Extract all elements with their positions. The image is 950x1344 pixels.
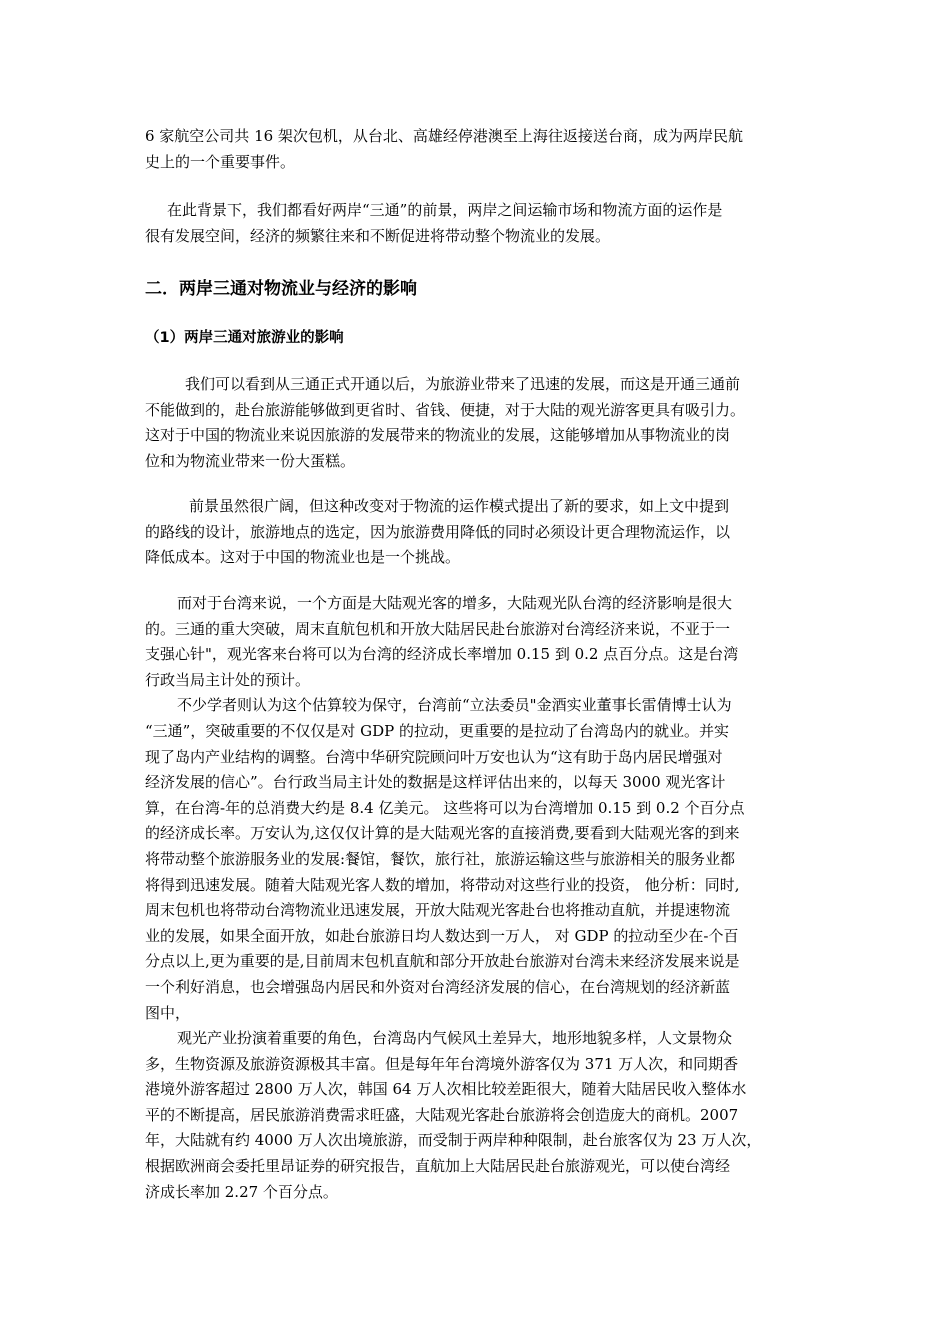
text-line: “三通”，突破重要的不仅仅是对 GDP 的拉动，更重要的是拉动了台湾岛内的就业。并实 [145, 721, 729, 740]
text-line: 港境外游客超过 2800 万人次，韩国 64 万人次相比较差距很大，随着大陆居民收入整体水 [145, 1080, 747, 1099]
text-line: 济成长率加 2.27 个百分点。 [145, 1182, 338, 1201]
paragraph-charter-flights [145, 124, 815, 175]
text-line: 算，在台湾-年的总消费大约是 8.4 亿美元。 这些将可以为台湾增加 0.15 到 0.2 个百分点 [145, 798, 745, 817]
paragraph-challenge [145, 494, 815, 571]
text-line: 将带动整个旅游服务业的发展:餐馆，餐饮，旅行社，旅游运输这些与旅游相关的服务业都 [145, 849, 736, 868]
text-line: 而对于台湾来说，一个方面是大陆观光客的增多，大陆观光队台湾的经济影响是很大 [177, 594, 733, 612]
text-line: 支强心针"，观光客来台将可以为台湾的经济成长率增加 0.15 到 0.2 点百分点。这是台湾 [145, 645, 739, 664]
text-line: 观光产业扮演着重要的角色，台湾岛内气候风土差异大，地形地貌多样，人文景物众 [177, 1029, 733, 1048]
text-line: 在此背景下，我们都看好两岸“三通”的前景，两岸之间运输市场和物流方面的运作是 [167, 201, 723, 219]
text-line: 不少学者则认为这个估算较为保守，台湾前“立法委员"金酒实业董事长雷倩博士认为 [177, 696, 732, 715]
text-line: 史上的一个重要事件。 [145, 152, 296, 171]
text-line: 6 家航空公司共 16 架次包机，从台北、高雄经停港澳至上海往返接送台商，成为两岸民航 [145, 127, 743, 145]
text-line: 年，大陆就有约 4000 万人次出境旅游，而受制于两岸种种限制，赴台旅客仅为 23 万人次， [145, 1131, 762, 1150]
text-line: 的路线的设计，旅游地点的选定，因为旅游费用降低的同时必须设计更合理物流运作，以 [145, 522, 731, 541]
text-line: 这对于中国的物流业来说因旅游的发展带来的物流业的发展，这能够增加从事物流业的岗 [145, 426, 731, 445]
text-line: 位和为物流业带来一份大蛋糕。 [145, 451, 356, 470]
text-line: 分点以上,更为重要的是,目前周末包机直航和部分开放赴台旅游对台湾未来经济发展来说是 [145, 952, 740, 971]
subsection-heading: （1）两岸三通对旅游业的影响 [145, 330, 344, 346]
text-line: 很有发展空间，经济的频繁往来和不断促进将带动整个物流业的发展。 [145, 226, 611, 245]
text-line: 业的发展，如果全面开放，如赴台旅游日均人数达到一万人， 对 GDP 的拉动至少在-个百 [145, 926, 739, 945]
section-heading: 二．两岸三通对物流业与经济的影响 [145, 279, 417, 299]
text-line: 不能做到的，赴台旅游能够做到更省时、省钱、便捷，对于大陆的观光游客更具有吸引力。 [145, 400, 746, 419]
paragraph-background [145, 198, 815, 249]
text-line: 的。三通的重大突破，周末直航包机和开放大陆居民赴台旅游对台湾经济来说，不亚于一 [145, 619, 731, 638]
text-line: 降低成本。这对于中国的物流业也是一个挑战。 [145, 548, 461, 567]
text-line: 多，生物资源及旅游资源极其丰富。但是每年年台湾境外游客仅为 371 万人次，和同期香 [145, 1054, 739, 1073]
text-line: 将得到迅速发展。随着大陆观光客人数的增加，将带动对这些行业的投资， 他分析：同时, [145, 875, 740, 894]
text-line: 的经济成长率。万安认为,这仅仅计算的是大陆观光客的直接消费,要看到大陆观光客的到来 [145, 824, 740, 843]
text-line: 前景虽然很广阔，但这种改变对于物流的运作模式提出了新的要求，如上文中提到 [189, 497, 730, 515]
text-line: 图中， [145, 1003, 191, 1022]
text-line: 我们可以看到从三通正式开通以后，为旅游业带来了迅速的发展，而这是开通三通前 [185, 375, 741, 393]
text-line: 经济发展的信心”。台行政当局主计处的数据是这样评估出来的，以每天 3000 观光客计 [145, 773, 726, 792]
paragraph-taiwan-impact [145, 591, 815, 1205]
text-line: 行政当局主计处的预计。 [145, 670, 311, 689]
text-line: 根据欧洲商会委托里昂证券的研究报告，直航加上大陆居民赴台旅游观光，可以使台湾经 [145, 1157, 731, 1176]
text-line: 周末包机也将带动台湾物流业迅速发展，开放大陆观光客赴台也将推动直航，并提速物流 [145, 901, 731, 920]
paragraph-tourism-growth [145, 372, 815, 474]
text-line: 现了岛内产业结构的调整。台湾中华研究院顾问叶万安也认为“这有助于岛内居民增强对 [145, 747, 723, 766]
text-line: 一个利好消息，也会增强岛内居民和外资对台湾经济发展的信心，在台湾规划的经济新蓝 [145, 977, 731, 996]
text-line: 平的不断提高，居民旅游消费需求旺盛，大陆观光客赴台旅游将会创造庞大的商机。2007 [145, 1105, 739, 1124]
